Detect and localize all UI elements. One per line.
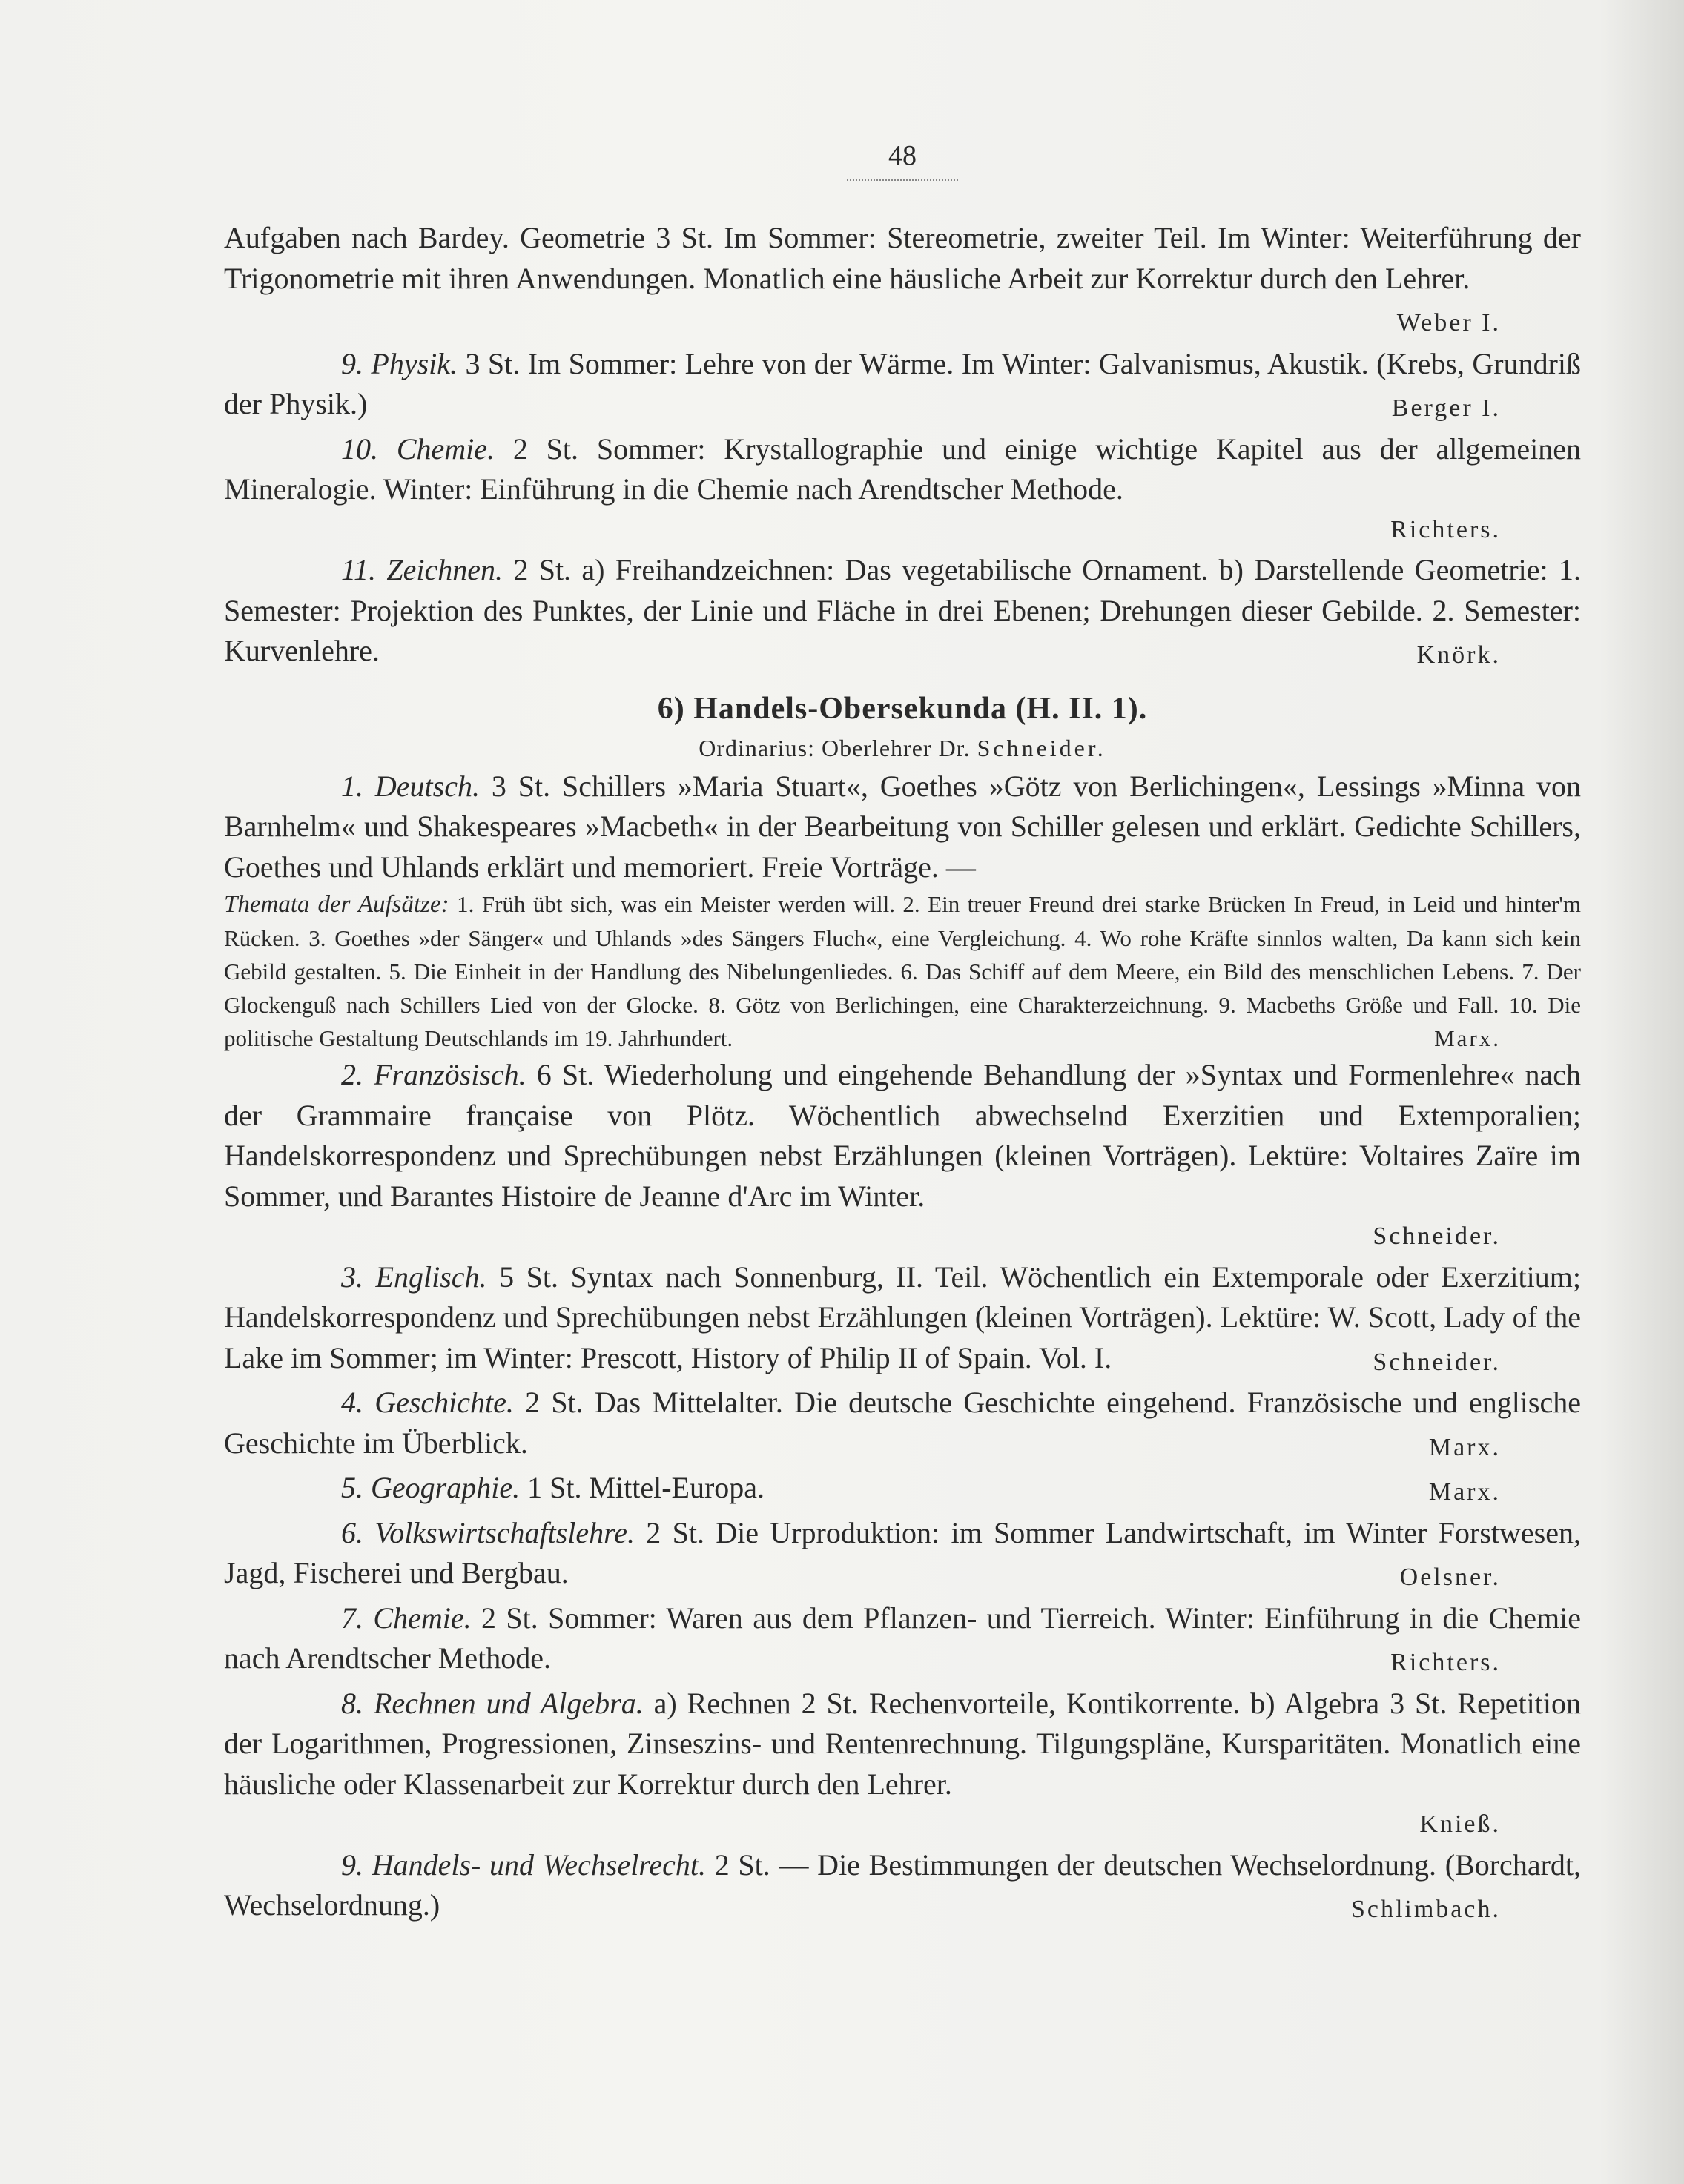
- section-heading: 6) Handels-Obersekunda (H. II. 1).: [657, 691, 1148, 726]
- paragraph-physik: [224, 344, 1581, 425]
- paragraph-chemie-handel: [224, 1598, 1581, 1679]
- paragraph-text: 2 St. Sommer: Waren aus dem Pflanzen- und Tierreich. Winter: Einführung in die Chemie nach Arendtscher Methode.: [224, 1601, 1582, 1675]
- teacher-signature: Oelsner.: [1399, 1563, 1501, 1591]
- subject-title: 6. Volkswirtschaftslehre.: [341, 1515, 635, 1549]
- paragraph-geometrie: [224, 218, 1581, 337]
- paragraph-text: 1. Früh übt sich, was ein Meister werden will. 2. Ein treuer Freund drei starke Brücken In Freud, in Leid und hinter'm Rücken. 3. Goethes »der Sänger« und Uhlands »des Sängers Fluch«, eine Vergleichung. 4. Wo rohe Kräfte sinnlos walten, Da kann sich kein Gebild gestalten. 5. Die Einheit in der Handlung des Nibelungenliedes. 6. Das Schiff auf dem Meere, ein Bild des menschlichen Lebens. 7. Der Glockenguß nach Schillers Lied von der Glocke. 8. Götz von Berlichingen, eine Charakterzeichnung. 9. Macbeths Größe und Fall. 10. Die politische Gestaltung Deutschlands im 19. Jahrhundert.: [224, 891, 1581, 1051]
- paragraph-zeichnen: [224, 550, 1581, 672]
- ordinarius-line: [224, 729, 1581, 767]
- subject-title: Themata der Aufsätze:: [224, 891, 449, 918]
- paragraph-text: 1 St. Mittel-Europa.: [520, 1471, 765, 1504]
- teacher-signature: Richters.: [1390, 1649, 1501, 1676]
- paragraph-text: 2 St. Sommer: Krystallographie und einige wichtige Kapitel aus der allgemeinen Mineralogie. Winter: Einführung in die Chemie nach Arendtscher Methode.: [224, 431, 1581, 506]
- subject-title: 1. Deutsch.: [341, 769, 480, 803]
- teacher-signature: Marx.: [1434, 1025, 1501, 1051]
- page-number-ornament: [847, 171, 958, 181]
- subject-title: 3. Englisch.: [341, 1260, 487, 1294]
- paragraph-geschichte: [224, 1383, 1581, 1463]
- subject-title: 2. Französisch.: [341, 1058, 526, 1091]
- paragraph-text: 2 St. a) Freihandzeichnen: Das vegetabilische Ornament. b) Darstellende Geometrie: 1. Semester: Projektion des Punktes, der Linie und Fläche in drei Ebenen; Drehungen dieser Gebilde. 2. Semester: Kurvenlehre.: [224, 553, 1581, 667]
- paragraph-text: 3 St. Im Sommer: Lehre von der Wärme. Im Winter: Galvanismus, Akustik. (Krebs, Grundriß der Physik.): [224, 346, 1581, 420]
- paragraph-englisch: [224, 1257, 1581, 1379]
- teacher-signature: Marx.: [1428, 1478, 1501, 1506]
- paragraph-rechnen: [224, 1684, 1581, 1805]
- paragraph-text: 5 St. Syntax nach Sonnenburg, II. Teil. Wöchentlich ein Extemporale oder Exerzitium; Handelskorrespondenz und Sprechübungen nebst Erzählungen (kleinen Vorträgen). Lektüre: W. Scott, Lady of the Lake im Sommer; im Winter: Prescott, History of Philip II of Spain. Vol. I.: [224, 1260, 1581, 1374]
- ordinarius-name: Schneider.: [977, 734, 1106, 761]
- page-content: [224, 141, 1581, 1930]
- page-number: [224, 141, 1581, 181]
- paragraph-text: 2 St. — Die Bestimmungen der deutschen Wechselordnung. (Borchardt, Wechselordnung.): [224, 1847, 1581, 1922]
- paragraph-text: 3 St. Schillers »Maria Stuart«, Goethes »Götz von Berlichingen«, Lessings »Minna von Barnhelm« und Shakespeares »Macbeth« in der Bearbeitung von Schiller gelesen und erklärt. Gedichte Schillers, Goethes und Uhlands erklärt und memoriert. Freie Vorträge. —: [224, 769, 1582, 884]
- teacher-signature: Schneider.: [1373, 1222, 1501, 1250]
- paragraph-handelsrecht: [224, 1845, 1581, 1926]
- subject-title: 4. Geschichte.: [341, 1386, 514, 1419]
- subject-title: 11. Zeichnen.: [341, 553, 503, 586]
- teacher-signature: Marx.: [1428, 1433, 1501, 1461]
- teacher-signature: Schneider.: [1373, 1348, 1501, 1376]
- subject-title: 8. Rechnen und Algebra.: [341, 1686, 644, 1720]
- paragraph-text: 2 St. Das Mittelalter. Die deutsche Geschichte eingehend. Französische und englische Geschichte im Überblick.: [224, 1386, 1581, 1460]
- teacher-signature: Richters.: [1390, 515, 1501, 543]
- teacher-signature: Schlimbach.: [1350, 1896, 1501, 1923]
- paragraph-themata: [224, 887, 1581, 1055]
- paragraph-text: Aufgaben nach Bardey. Geometrie 3 St. Im Sommer: Stereometrie, zweiter Teil. Im Winter: Weiterführung der Trigonometrie mit ihren Anwendungen. Monatlich eine häusliche Arbeit zur Korrektur durch den Lehrer.: [224, 221, 1581, 295]
- teacher-signature: Berger I.: [1391, 394, 1501, 422]
- teacher-signature: Knieß.: [1419, 1810, 1501, 1838]
- paragraph-volkswirtschaft: [224, 1513, 1581, 1594]
- paragraph-chemie: [224, 429, 1581, 510]
- subject-title: 9. Handels- und Wechselrecht.: [341, 1847, 707, 1882]
- subject-title: 7. Chemie.: [341, 1601, 472, 1635]
- paragraph-text: 6 St. Wiederholung und eingehende Behandlung der »Syntax und Formenlehre« nach der Grammaire française von Plötz. Wöchentlich abwechselnd Exerzitien und Extemporalien; Handelskorrespondenz und Sprechübungen nebst Erzählungen (kleinen Vorträgen). Lektüre: Voltaires Zaïre im Sommer, und Barantes Histoire de Jeanne d'Arc im Winter.: [224, 1058, 1581, 1213]
- paragraph-franzoesisch: [224, 1055, 1581, 1217]
- page-number-text: 48: [888, 140, 917, 171]
- paragraph-text: 2 St. Die Urproduktion: im Sommer Landwirtschaft, im Winter Forstwesen, Jagd, Fischerei und Bergbau.: [224, 1515, 1581, 1589]
- teacher-signature: Weber I.: [1396, 309, 1501, 337]
- paragraph-text: a) Rechnen 2 St. Rechenvorteile, Kontikorrente. b) Algebra 3 St. Repetition der Logarithmen, Progressionen, Zinseszins- und Rentenrechnung. Tilgungspläne, Kursparitäten. Monatlich eine häusliche oder Klassenarbeit zur Korrektur durch den Lehrer.: [224, 1686, 1581, 1801]
- subject-title: 10. Chemie.: [341, 431, 495, 466]
- subject-title: 5. Geographie.: [341, 1471, 521, 1504]
- subject-title: 9. Physik.: [341, 346, 458, 380]
- teacher-signature: Knörk.: [1416, 641, 1501, 669]
- ordinarius-label: Ordinarius: Oberlehrer Dr.: [699, 734, 971, 761]
- paragraph-geographie: [224, 1468, 1581, 1509]
- paragraph-deutsch: [224, 767, 1581, 888]
